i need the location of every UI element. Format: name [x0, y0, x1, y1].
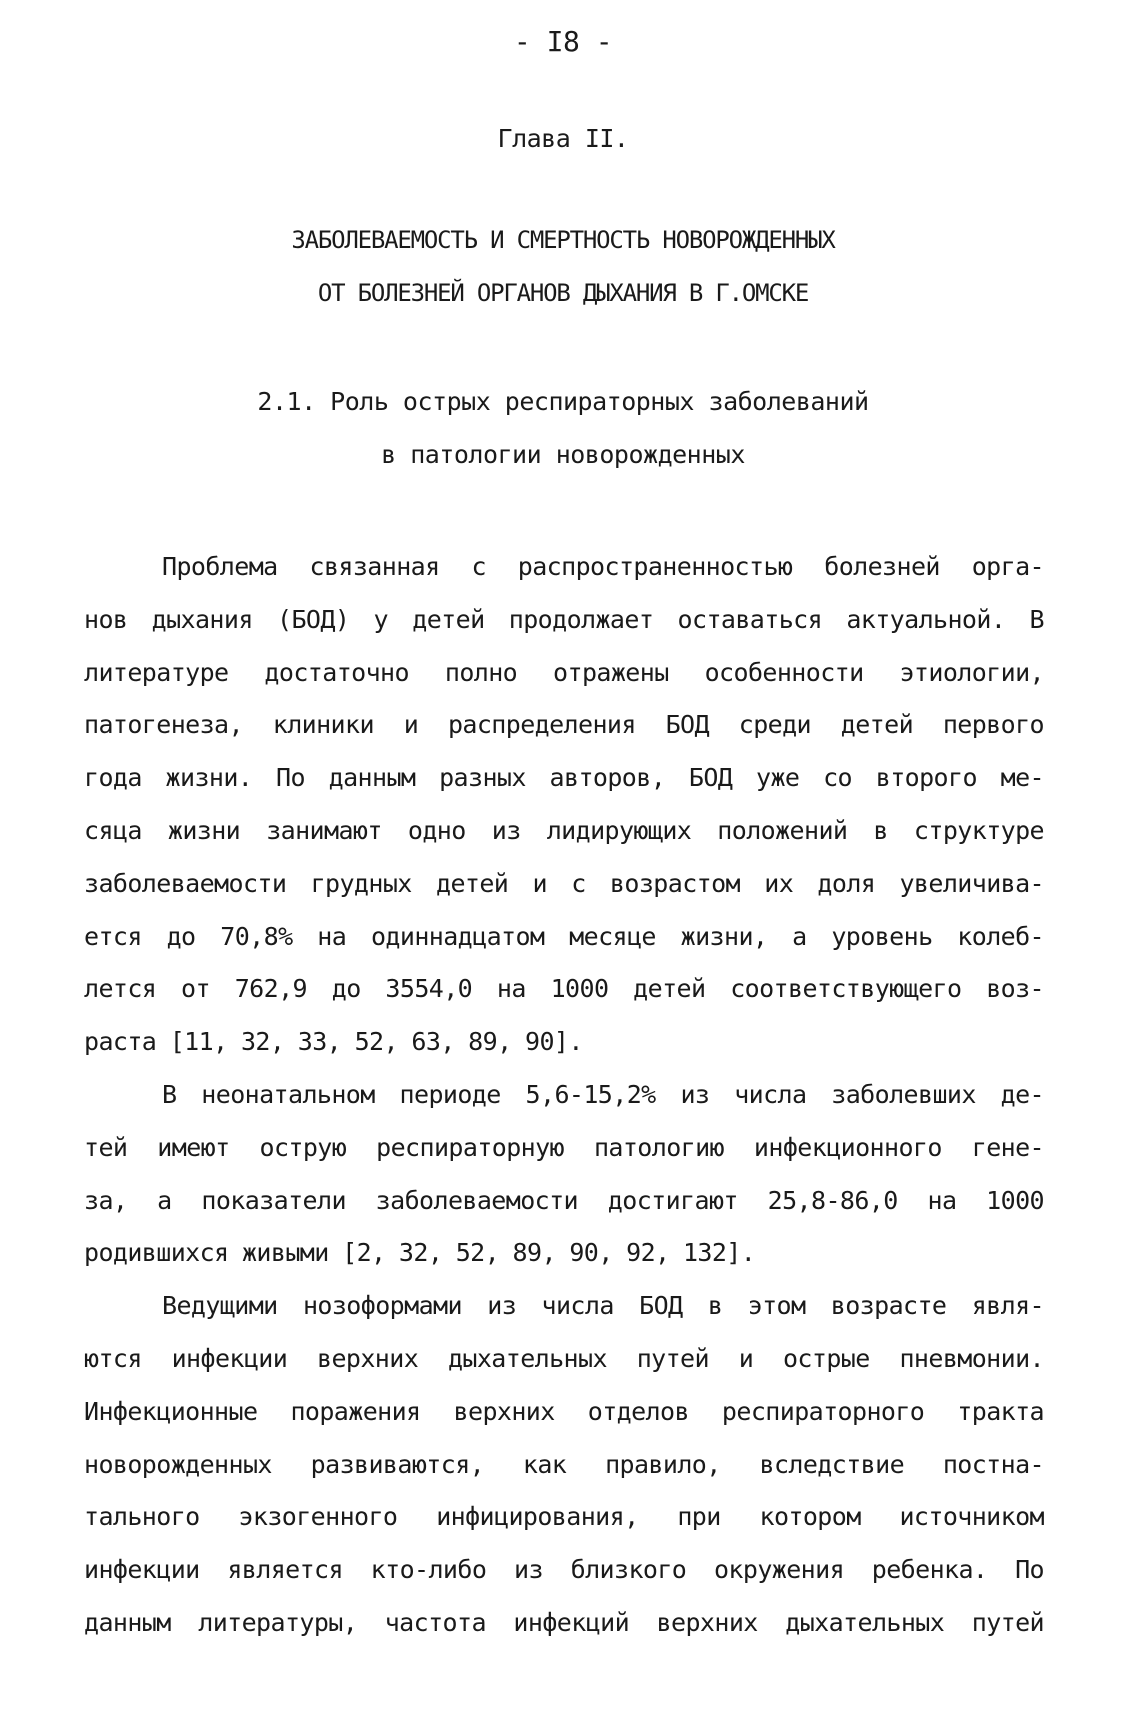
paragraph-line: года жизни. По данным разных авторов, БОД уже со второго ме- [84, 763, 1044, 793]
paragraph-line: лется от 762,9 до 3554,0 на 1000 детей соответствующего воз- [84, 974, 1044, 1004]
section-heading-line: 2.1. Роль острых респираторных заболеваний [257, 387, 869, 416]
paragraph-line: В неонатальном периоде 5,6-15,2% из числа заболевших де- [162, 1079, 1044, 1109]
paragraph-line: за, а показатели заболеваемости достигают 25,8-86,0 на 1000 [84, 1185, 1044, 1215]
paragraph-line: патогенеза, клиники и распределения БОД среди детей первого [84, 710, 1044, 740]
paragraph-line: Проблема связанная с распространенностью болезней орга- [162, 552, 1044, 581]
paragraph-line: Ведущими нозоформами из числа БОД в этом возрасте явля- [162, 1291, 1044, 1321]
page-number: - I8 - [513, 25, 613, 58]
chapter-heading: Глава II. [497, 124, 629, 153]
chapter-title-line: ОТ БОЛЕЗНЕЙ ОРГАНОВ ДЫХАНИЯ В Г.ОМСКЕ [317, 279, 809, 307]
paragraph-line: ются инфекции верхних дыхательных путей и острые пневмонии. [84, 1343, 1044, 1373]
body-text [84, 541, 1044, 1650]
paragraph-line: раста [11, 32, 33, 52, 63, 89, 90]. [84, 1027, 583, 1057]
paragraph-line: тей имеют острую респираторную патологию инфекционного гене- [84, 1132, 1044, 1162]
paragraph-line: родившихся живыми [2, 32, 52, 89, 90, 92, 132]. [84, 1238, 756, 1268]
paragraph-line: тального экзогенного инфицирования, при котором источником [84, 1502, 1044, 1532]
chapter-title-line: ЗАБОЛЕВАЕМОСТЬ И СМЕРТНОСТЬ НОВОРОЖДЕННЫХ [291, 226, 835, 254]
paragraph-line: новорожденных развиваются, как правило, вследствие постна- [84, 1449, 1044, 1479]
paragraph-line: литературе достаточно полно отражены особенности этиологии, [84, 657, 1044, 687]
paragraph-line: нов дыхания (БОД) у детей продолжает оставаться актуальной. В [84, 604, 1044, 634]
paragraph-line: ется до 70,8% на одиннадцатом месяце жизни, а уровень колеб- [84, 921, 1044, 951]
paragraph-line: данным литературы, частота инфекций верхних дыхательных путей [84, 1607, 1044, 1637]
paragraph-line: заболеваемости грудных детей и с возрастом их доля увеличива- [84, 868, 1044, 898]
section-heading-line: в патологии новорожденных [381, 440, 745, 469]
paragraph-line: сяца жизни занимают одно из лидирующих положений в структуре [84, 815, 1044, 845]
paragraph-line: Инфекционные поражения верхних отделов респираторного тракта [84, 1396, 1044, 1426]
paragraph-line: инфекции является кто-либо из близкого окружения ребенка. По [84, 1555, 1044, 1585]
